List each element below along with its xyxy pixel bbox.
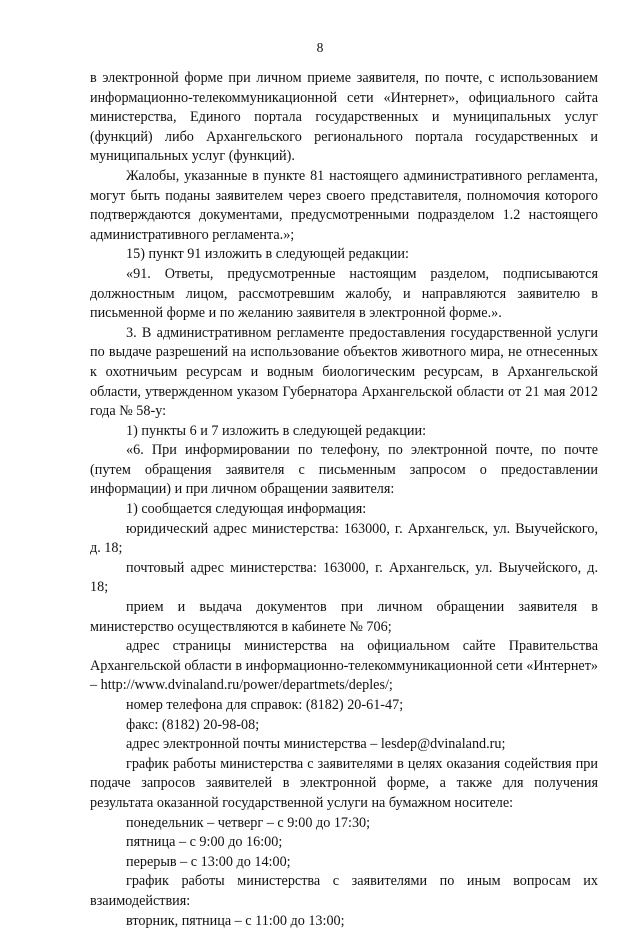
paragraph: Жалобы, указанные в пункте 81 настоящего административного регламента, могут быть поданы заявителем через своего представителя, полномочия которого подтверждаются документами, предусмотренными подразделом 1.2 настоящего административного регламента.»; [90,167,598,243]
document-body [90,69,598,931]
paragraph: перерыв – с 13:00 до 14:00; [126,853,291,870]
paragraph: факс: (8182) 20-98-08; [126,716,260,733]
paragraph: почтовый адрес министерства: 163000, г. Архангельск, ул. Выучейского, д. 18; [90,559,598,596]
paragraph: в электронной форме при личном приеме заявителя, по почте, с использованием информационно-телекоммуникационной сети «Интернет», официального сайта министерства, Единого портала государственных и муниципальных услуг (функций) либо Архангельского регионального портала государственных и муниципальных услуг (функций). [90,70,598,165]
paragraph: пятница – с 9:00 до 16:00; [126,834,283,851]
paragraph: «91. Ответы, предусмотренные настоящим разделом, подписываются должностным лицом, рассмотревшим жалобу, и направляются заявителю в письменной форме и по желанию заявителя в электронной форме.». [90,265,598,322]
paragraph: график работы министерства с заявителями по иным вопросам их взаимодействия: [90,873,598,909]
paragraph: адрес страницы министерства на официальном сайте Правительства Архангельской области в информационно-телекоммуникационной сети «Интернет» – http://www.dvinaland.ru/power/departmets/deples/; [90,638,598,694]
paragraph: юридический адрес министерства: 163000, г. Архангельск, ул. Выучейского, д. 18; [90,520,598,557]
paragraph: 15) пункт 91 изложить в следующей редакции: [126,246,409,263]
paragraph: номер телефона для справок: (8182) 20-61-47; [126,697,404,713]
paragraph: адрес электронной почты министерства – lesdep@dvinaland.ru; [126,736,506,753]
paragraph: прием и выдача документов при личном обращении заявителя в министерство осуществляются в кабинете № 706; [90,599,598,635]
paragraph: 3. В административном регламенте предоставления государственной услуги по выдаче разрешений на использование объектов животного мира, не отнесенных к охотничьим ресурсам и водным биологическим ресурсам, в Архангельской области, утвержденном указом Губернатора Архангельской области от 21 мая 2012 года № 58-у: [90,324,598,420]
page-number: 8 [316,40,324,55]
paragraph: 1) сообщается следующая информация: [126,501,367,518]
paragraph: 1) пункты 6 и 7 изложить в следующей редакции: [126,422,427,439]
paragraph: график работы министерства с заявителями в целях оказания содействия при подаче запросов заявителей в электронной форме, а также для получения результата оказанной государственной услуги на бумажном носителе: [90,755,598,811]
paragraph: понедельник – четверг – с 9:00 до 17:30; [126,814,371,831]
paragraph: вторник, пятница – с 11:00 до 13:00; [126,912,345,929]
paragraph: «6. При информировании по телефону, по электронной почте, по почте (путем обращения заявителя с письменным запросом о предоставлении информации) и при личном обращении заявителя: [90,442,598,498]
